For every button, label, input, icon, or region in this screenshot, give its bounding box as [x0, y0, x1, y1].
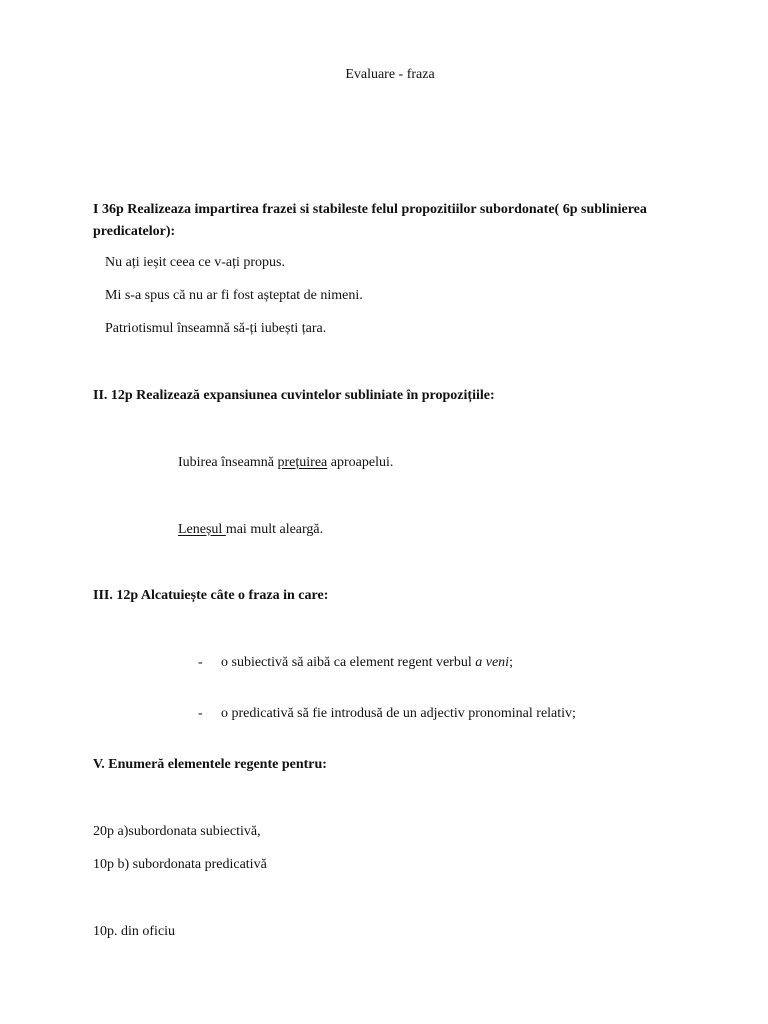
sentence-2: Mi s-a spus că nu ar fi fost așteptat de nimeni. — [105, 288, 363, 303]
list-item-subiectiva — [221, 654, 513, 672]
sentence-3: Patriotismul înseamnă să-ți iubești țara. — [105, 321, 327, 336]
expansion-sentence-2 — [178, 521, 323, 539]
underlined-word-lenesul: Leneșul — [178, 522, 226, 537]
regent-item-a: 20p a)subordonata subiectivă, — [93, 824, 261, 839]
underlined-word-pretuirea: prețuirea — [277, 455, 328, 470]
sentence-1: Nu ați ieșit ceea ce v-ați propus. — [105, 255, 285, 270]
list-item-1-end: ; — [509, 655, 513, 670]
expansion-sentence-1-end: aproapelui. — [327, 455, 394, 470]
bullet-marker-2: - — [198, 706, 203, 721]
expansion-sentence-1 — [178, 454, 393, 472]
section-2-heading: II. 12p Realizează expansiunea cuvintelor subliniate în propozițiile: — [93, 388, 495, 403]
section-1-heading: I 36p Realizeaza impartirea frazei si stabileste felul propozitiilor subordonate( 6p sublinierea predicatelor): — [93, 202, 647, 239]
list-item-1-text: o subiectivă să aibă ca element regent verbul — [221, 655, 476, 670]
page-title: Evaluare - fraza — [345, 67, 435, 82]
expansion-sentence-1-start: Iubirea înseamnă — [178, 455, 278, 470]
section-5-heading: V. Enumeră elementele regente pentru: — [93, 757, 327, 772]
italic-verb: a veni — [475, 655, 510, 670]
footer-points: 10p. din oficiu — [93, 924, 176, 939]
section-3-heading: III. 12p Alcatuiește câte o fraza in care: — [93, 588, 329, 603]
expansion-sentence-2-end: mai mult aleargă. — [225, 522, 324, 537]
bullet-marker-1: - — [198, 655, 203, 670]
list-item-predicativa: o predicativă să fie introdusă de un adjectiv pronominal relativ; — [221, 706, 576, 721]
regent-item-b: 10p b) subordonata predicativă — [93, 857, 267, 872]
